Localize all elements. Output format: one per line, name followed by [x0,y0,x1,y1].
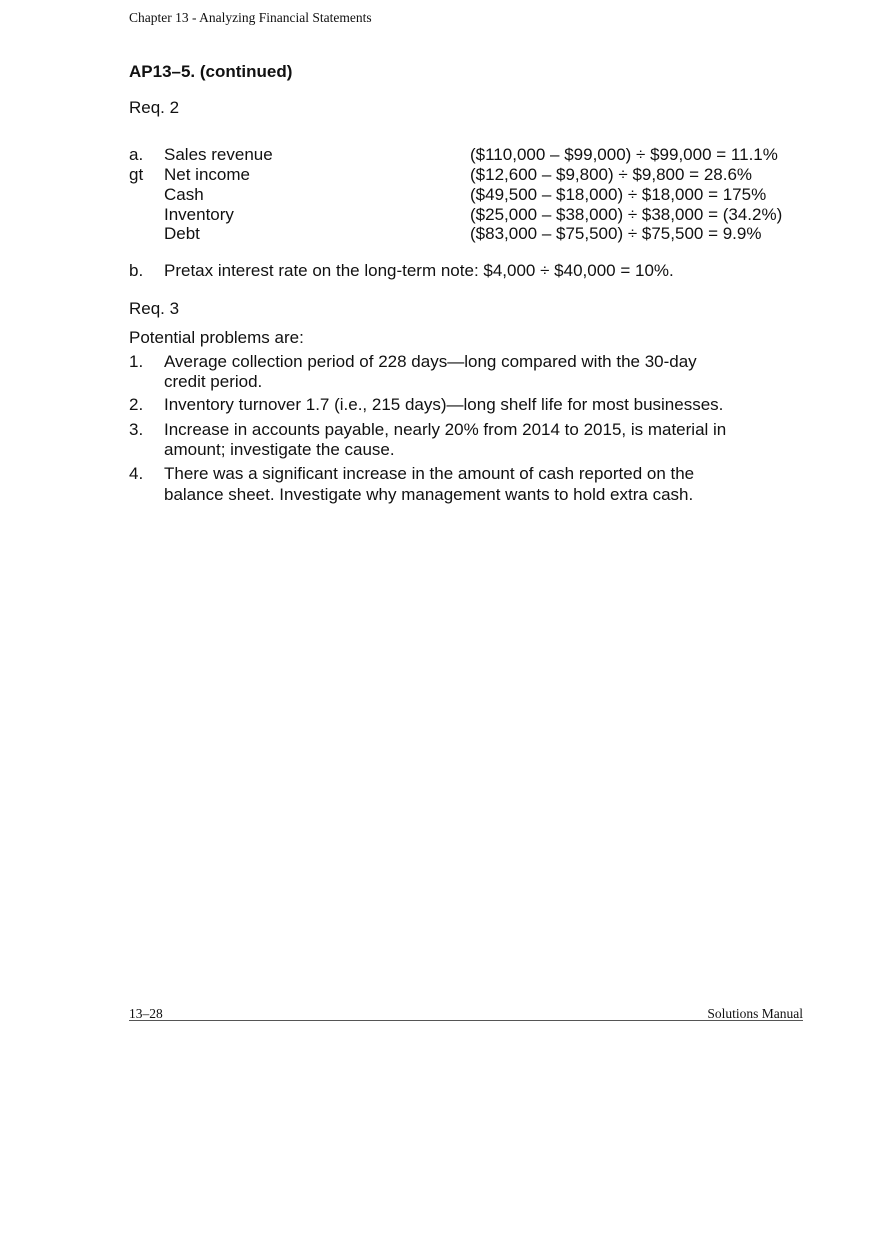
list-item-line: There was a significant increase in the amount of cash reported on the [164,464,695,483]
row-calculation: ($49,500 – $18,000) ÷ $18,000 = 175% [470,185,767,204]
list-item-line: Increase in accounts payable, nearly 20% from 2014 to 2015, is material in [164,420,727,439]
list-item-line: Average collection period of 228 days—long compared with the 30-day [164,352,697,371]
row-calculation: ($12,600 – $9,800) ÷ $9,800 = 28.6% [470,165,753,184]
part-b-marker: b. [129,261,144,280]
list-item-line: credit period. [164,372,263,391]
list-item-marker: 2. [129,395,144,414]
row-label: Debt [164,224,200,243]
row-calculation: ($25,000 – $38,000) ÷ $38,000 = (34.2%) [470,205,783,224]
row-calculation: ($110,000 – $99,000) ÷ $99,000 = 11.1% [470,145,778,164]
footer-rule [129,1020,803,1021]
row-marker: a. [129,145,144,164]
row-label: Inventory [164,205,234,224]
problem-title: AP13–5. (continued) [129,62,293,81]
list-item-line: amount; investigate the cause. [164,440,395,459]
book-title: Solutions Manual [707,1006,803,1021]
row-label: Cash [164,185,204,204]
list-item-marker: 3. [129,420,144,439]
row-marker: gt [129,165,144,184]
req3-intro: Potential problems are: [129,328,304,347]
chapter-header: Chapter 13 - Analyzing Financial Statements [129,10,372,25]
part-b-text: Pretax interest rate on the long-term note: $4,000 ÷ $40,000 = 10%. [164,261,674,280]
row-label: Sales revenue [164,145,273,164]
page-number: 13–28 [129,1006,163,1021]
row-label: Net income [164,165,250,184]
req2-heading: Req. 2 [129,98,180,117]
list-item-marker: 4. [129,464,144,483]
row-calculation: ($83,000 – $75,500) ÷ $75,500 = 9.9% [470,224,762,243]
list-item-line: balance sheet. Investigate why management wants to hold extra cash. [164,485,694,504]
list-item-marker: 1. [129,352,144,371]
list-item-line: Inventory turnover 1.7 (i.e., 215 days)—long shelf life for most businesses. [164,395,724,414]
req3-heading: Req. 3 [129,299,180,318]
